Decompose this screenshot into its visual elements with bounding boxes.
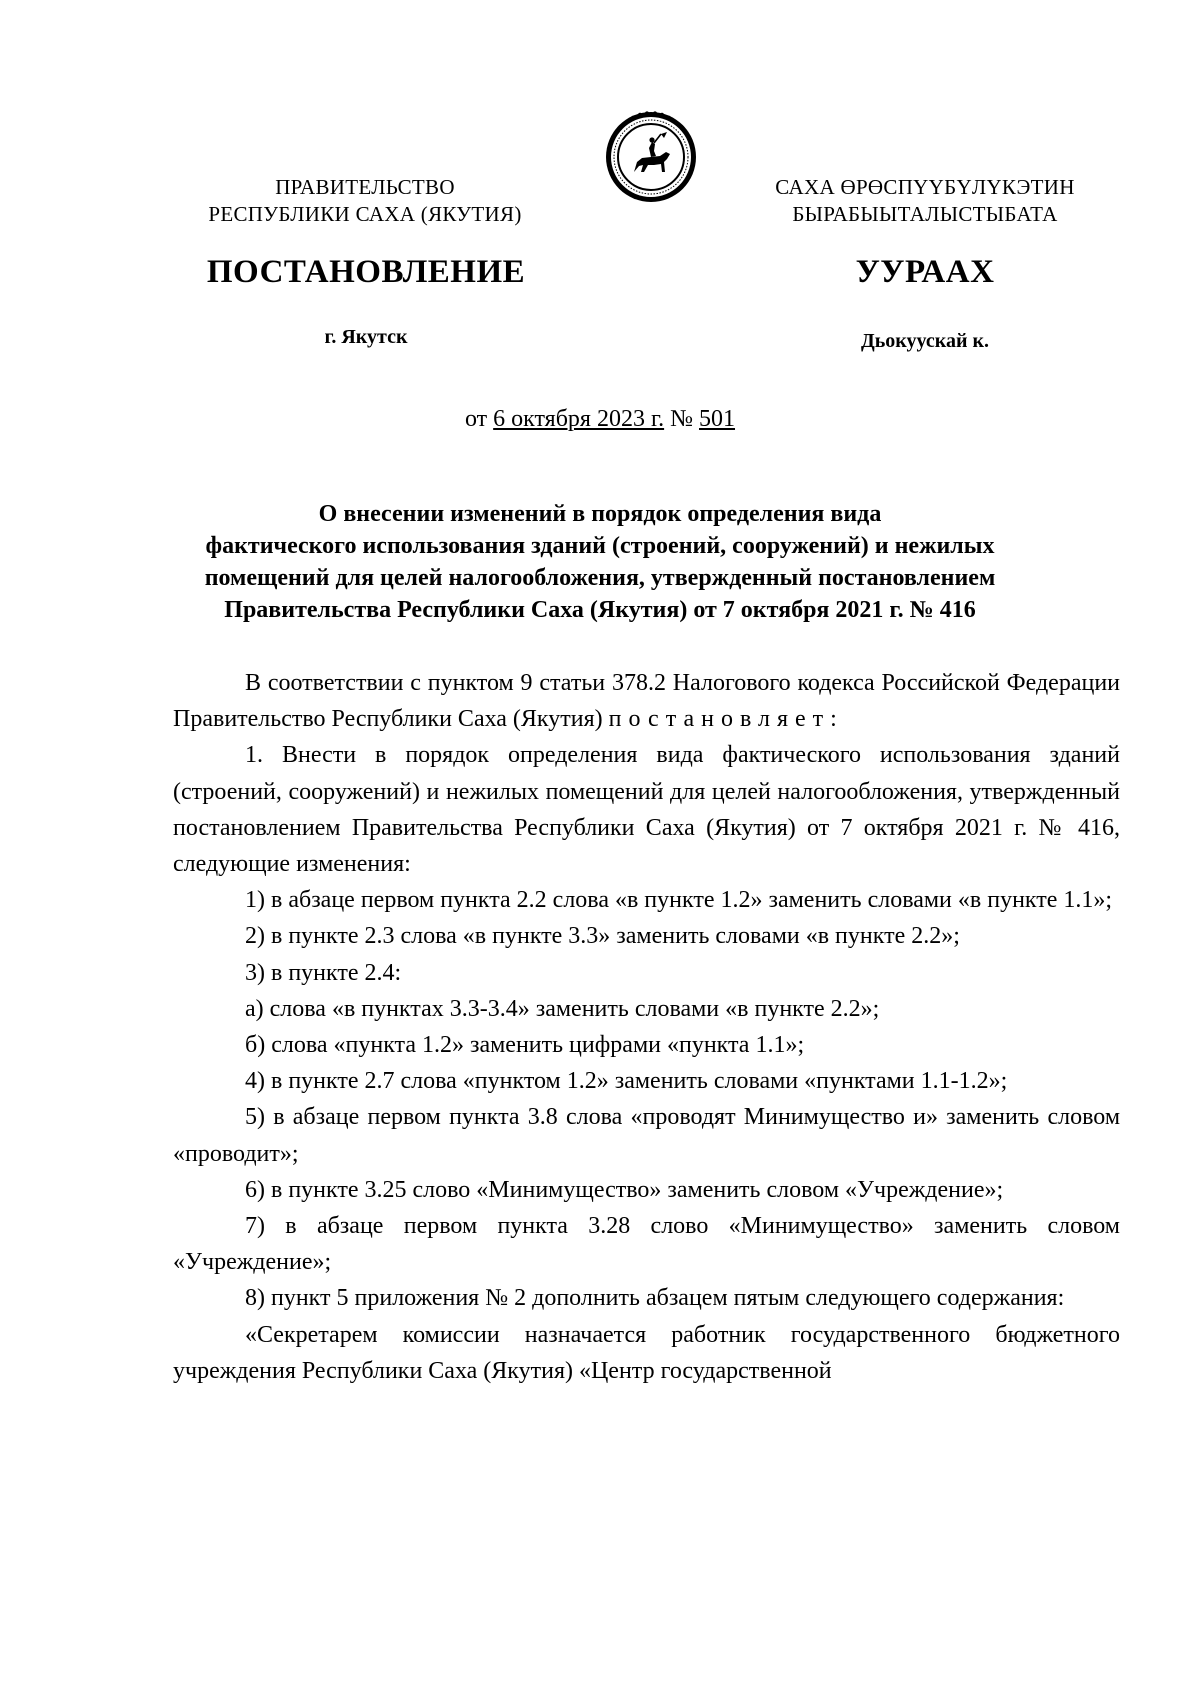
document-title-line: О внесении изменений в порядок определения вида <box>318 501 882 527</box>
body-paragraph: 3) в пункте 2.4: <box>245 959 402 986</box>
header-left-line2: РЕСПУБЛИКИ САХА (ЯКУТИЯ) <box>208 202 522 226</box>
document-title-line: Правительства Республики Саха (Якутия) от 7 октября 2021 г. № 416 <box>224 597 976 623</box>
header-right <box>740 174 1110 228</box>
doc-type-title-sah: УУРААХ <box>855 254 995 290</box>
body-paragraph: 1. Внести в порядок определения вида фактического использования зданий (строений, сооружений) и нежилых помещений для целей налогообложения, утвержденный постановлением Правительства Республики Саха (Якутия) от 7 октября 2021 г. № 416, следующие изменения: <box>173 742 1120 878</box>
document-title <box>150 498 1050 626</box>
sakha-coat-of-arms-icon <box>604 110 698 204</box>
preamble-text: В соответствии с пунктом 9 статьи 378.2 Налогового кодекса Российской Федерации Правительство Республики Саха (Якутия) <box>173 670 1120 733</box>
header-right-line1: САХА ӨРӨСПҮҮБҮЛҮКЭТИН <box>775 175 1075 199</box>
city-ru: г. Якутск <box>324 326 408 348</box>
body-paragraph: 2) в пункте 2.3 слова «в пункте 3.3» заменить словами «в пункте 2.2»; <box>245 923 960 950</box>
header-left-line1: ПРАВИТЕЛЬСТВО <box>275 175 455 199</box>
body-paragraph: 7) в абзаце первом пункта 3.28 слово «Минимущество» заменить словом «Учреждение»; <box>173 1213 1120 1276</box>
document-date: 6 октября 2023 г. <box>493 406 665 432</box>
body-paragraph: «Секретарем комиссии назначается работник государственного бюджетного учреждения Республики Саха (Якутия) «Центр государственной <box>173 1321 1120 1384</box>
header-right-line2: БЫРАБЫЫТАЛЫСТЫБАТА <box>792 202 1058 226</box>
body-paragraph: б) слова «пункта 1.2» заменить цифрами «пункта 1.1»; <box>245 1032 805 1059</box>
body-paragraph: а) слова «в пунктах 3.3-3.4» заменить словами «в пункте 2.2»; <box>245 995 880 1022</box>
preamble-paragraph <box>173 665 1120 737</box>
body-paragraph: 5) в абзаце первом пункта 3.8 слова «проводят Минимущество и» заменить словом «проводит»; <box>173 1104 1120 1167</box>
header-left <box>180 174 550 228</box>
date-number-line <box>0 404 1200 434</box>
doc-type-title-ru: ПОСТАНОВЛЕНИЕ <box>206 254 526 290</box>
document-title-line: помещений для целей налогообложения, утвержденный постановлением <box>204 565 996 591</box>
body-paragraph: 4) в пункте 2.7 слова «пунктом 1.2» заменить словами «пунктами 1.1-1.2»; <box>245 1068 1008 1095</box>
body-paragraph: 6) в пункте 3.25 слово «Минимущество» заменить словом «Учреждение»; <box>245 1176 1004 1203</box>
resolves-word: постановляет: <box>608 706 844 733</box>
body-paragraph: 8) пункт 5 приложения № 2 дополнить абзацем пятым следующего содержания: <box>245 1285 1065 1312</box>
city-sah: Дьокуускай к. <box>860 330 990 352</box>
document-number: 501 <box>699 406 736 432</box>
number-sign: № <box>664 406 700 432</box>
body-paragraph: 1) в абзаце первом пункта 2.2 слова «в пункте 1.2» заменить словами «в пункте 1.1»; <box>245 887 1113 914</box>
date-prefix: от <box>464 406 494 432</box>
document-title-line: фактического использования зданий (строений, сооружений) и нежилых <box>205 533 995 559</box>
document-body <box>173 665 1120 1389</box>
